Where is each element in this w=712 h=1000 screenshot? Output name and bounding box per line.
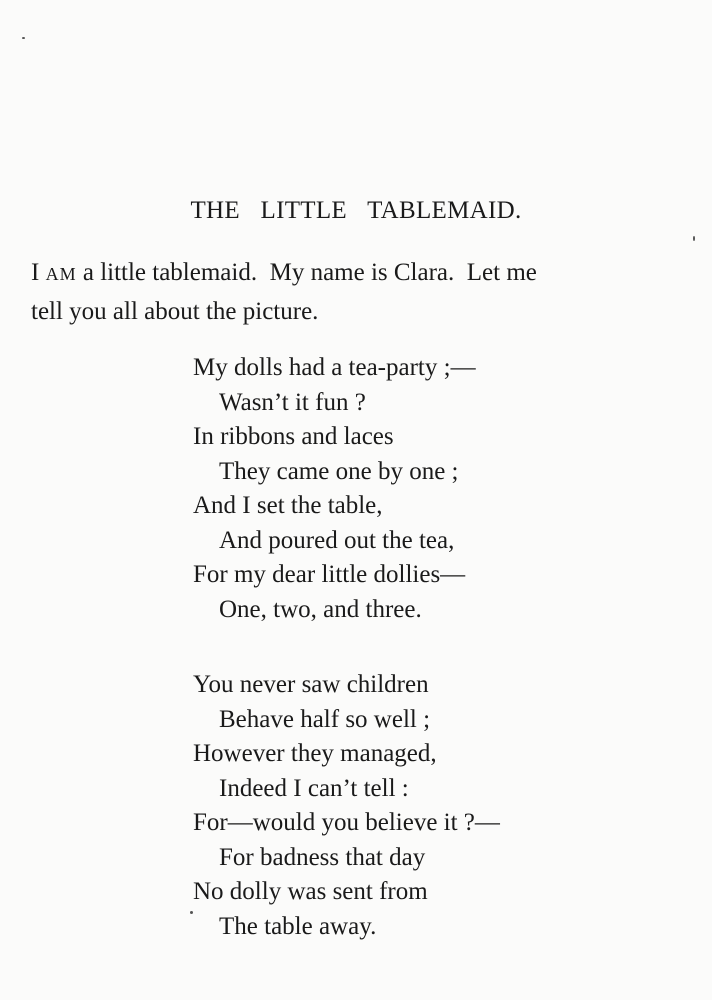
verse-line: You never saw children	[193, 671, 429, 698]
verse-line: My dolls had a tea-party ;—	[193, 354, 476, 381]
intro-first-word: I	[31, 259, 40, 286]
intro-line-2: tell you all about the picture.	[31, 298, 319, 325]
poem-stanza-1	[193, 351, 476, 627]
intro-paragraph	[31, 254, 686, 331]
print-speck	[22, 37, 25, 39]
verse-line: Indeed I can’t tell :	[219, 774, 409, 802]
verse-line: For—would you believe it ?—	[193, 809, 500, 836]
verse-line: Behave half so well ;	[219, 705, 431, 733]
verse-line: In ribbons and laces	[193, 423, 394, 450]
verse-line: Wasn’t it fun ?	[219, 388, 366, 416]
verse-line: And I set the table,	[193, 492, 383, 519]
intro-line-1-text: a little tablemaid. My name is Clara. Let me	[82, 259, 537, 286]
verse-line: However they managed,	[193, 740, 437, 767]
verse-line: They came one by one ;	[219, 457, 459, 485]
verse-line: One, two, and three.	[219, 595, 422, 623]
verse-line: No dolly was sent from	[193, 878, 428, 905]
verse-line: For badness that day	[219, 843, 426, 871]
print-speck	[693, 236, 695, 241]
poem-stanza-2	[193, 668, 500, 944]
verse-line: And poured out the tea,	[219, 526, 455, 554]
intro-line-1	[31, 254, 686, 293]
verse-line: The table away.	[219, 912, 377, 940]
print-speck	[190, 911, 193, 914]
page-title: THE LITTLE TABLEMAID.	[190, 197, 522, 224]
intro-small-caps-word: AM	[45, 264, 77, 284]
verse-line: For my dear little dollies—	[193, 561, 466, 588]
